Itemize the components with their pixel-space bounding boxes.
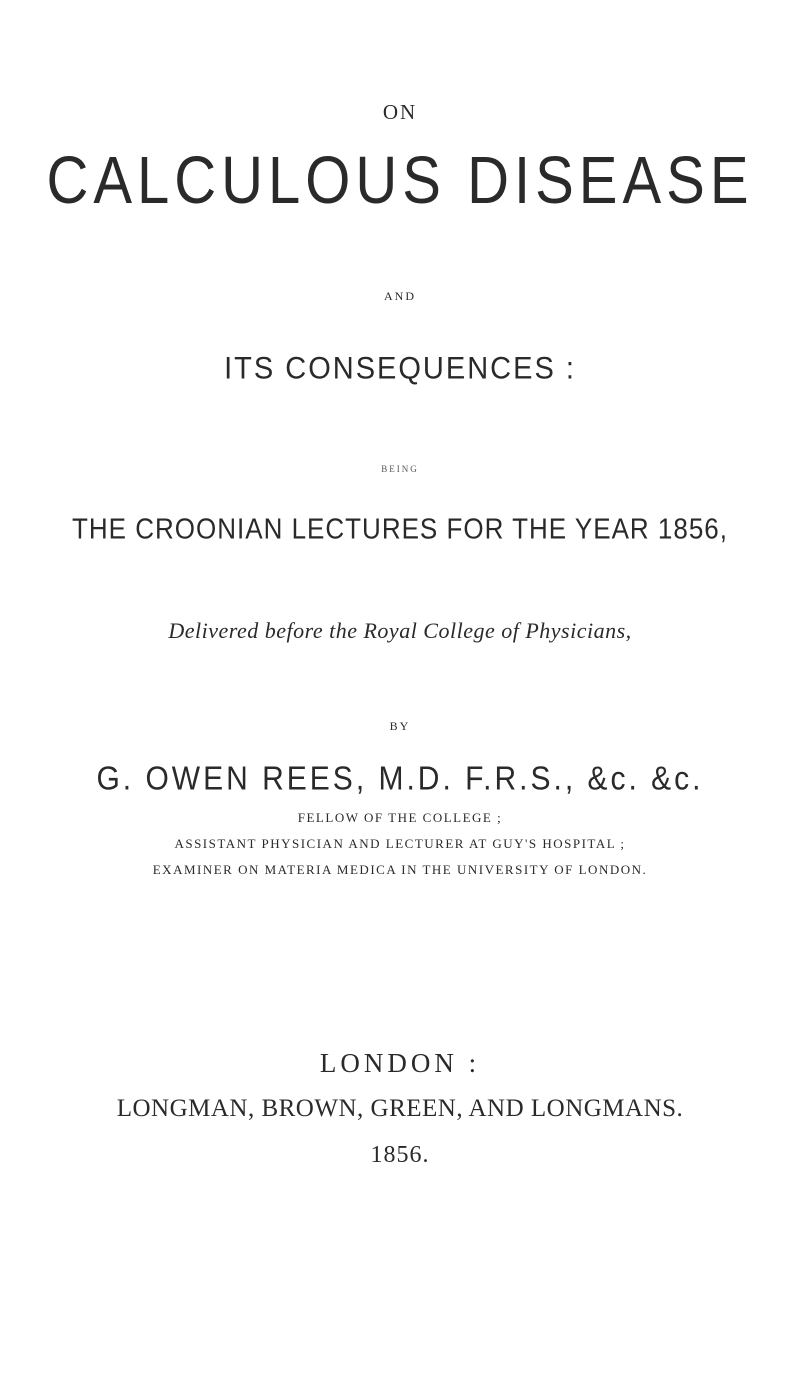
title-conjunction: AND (384, 289, 416, 303)
subtitle: ITS CONSEQUENCES : (224, 351, 576, 387)
title-preposition: ON (382, 100, 418, 124)
imprint-city: LONDON : (319, 1048, 481, 1078)
by-label: BY (389, 719, 411, 733)
author-name: G. OWEN REES, M.D. F.R.S., &c. &c. (96, 761, 704, 798)
author-credential: ASSISTANT PHYSICIAN AND LECTURER AT GUY'S HOSPITAL ; (174, 836, 626, 851)
lecture-title: THE CROONIAN LECTURES FOR THE YEAR 1856, (72, 512, 728, 545)
main-title: CALCULOUS DISEASE (46, 143, 754, 218)
imprint-year: 1856. (370, 1142, 430, 1168)
delivered-line: Delivered before the Royal College of Physicians, (168, 618, 632, 643)
imprint-publisher: LONGMAN, BROWN, GREEN, AND LONGMANS. (116, 1095, 684, 1122)
author-credential: EXAMINER ON MATERIA MEDICA IN THE UNIVERSITY OF LONDON. (152, 862, 648, 877)
author-credential: FELLOW OF THE COLLEGE ; (297, 810, 503, 825)
being-label: BEING (381, 464, 419, 474)
